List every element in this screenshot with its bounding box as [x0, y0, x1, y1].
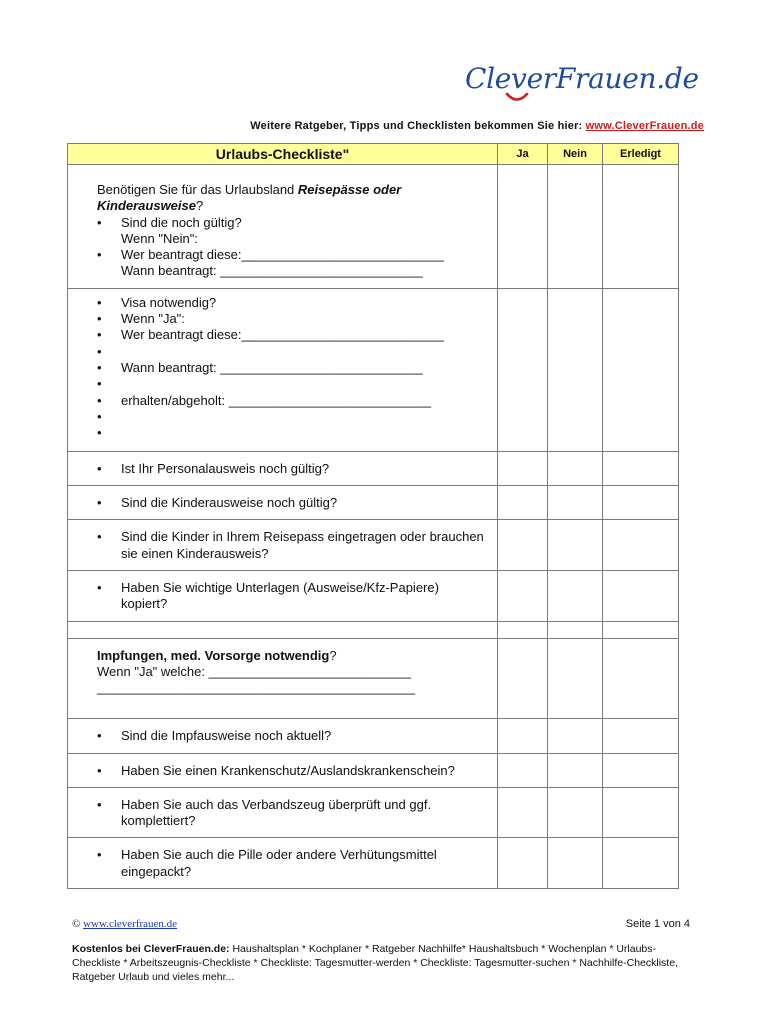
table-row	[68, 718, 679, 753]
checkbox-erledigt[interactable]	[603, 718, 679, 753]
table-row	[68, 753, 679, 787]
checklist-cell	[68, 753, 498, 787]
checkbox-erledigt[interactable]	[603, 838, 679, 889]
checklist-cell	[68, 838, 498, 889]
checkbox-ja[interactable]	[498, 486, 548, 520]
checkbox-erledigt[interactable]	[603, 753, 679, 787]
page-number: Seite 1 von 4	[625, 918, 690, 930]
smile-icon	[505, 92, 529, 104]
table-row	[68, 486, 679, 520]
checkbox-erledigt[interactable]	[603, 570, 679, 621]
reisepass-question	[97, 182, 487, 215]
checkbox-erledigt[interactable]	[603, 787, 679, 838]
impfungen-heading	[97, 648, 487, 664]
list-item-empty	[97, 344, 487, 360]
checkbox-ja[interactable]	[498, 165, 548, 289]
table-row	[68, 570, 679, 621]
checkbox-nein[interactable]	[548, 451, 603, 485]
checkbox-nein[interactable]	[548, 486, 603, 520]
checkbox-ja[interactable]	[498, 451, 548, 485]
header-website-link[interactable]: www.CleverFrauen.de	[585, 120, 704, 132]
checkbox-nein[interactable]	[548, 288, 603, 451]
logo-text: CleverFrauen.de	[465, 62, 699, 95]
urlaubs-checkliste-table	[67, 143, 679, 889]
checklist-cell	[68, 520, 498, 571]
checklist-cell	[68, 787, 498, 838]
checkbox-nein[interactable]	[548, 787, 603, 838]
list-item: • Wenn "Ja":	[97, 311, 487, 327]
list-item: • Wann beantragt: ____________________________	[97, 360, 487, 376]
list-item: • Haben Sie wichtige Unterlagen (Ausweise/Kfz-Papiere) kopiert?	[97, 580, 487, 613]
checkbox-erledigt[interactable]	[603, 621, 679, 638]
list-item: • erhalten/abgeholt: ____________________________	[97, 393, 487, 409]
checklist-cell	[68, 638, 498, 718]
footer-copyright	[72, 918, 177, 930]
table-row	[68, 838, 679, 889]
impfungen-question-mark: ?	[329, 647, 337, 663]
column-header-ja: Ja	[498, 144, 548, 165]
info-line	[0, 120, 704, 132]
column-header-erledigt: Erledigt	[603, 144, 679, 165]
question-text: Benötigen Sie für das Urlaubsland	[97, 182, 298, 197]
impfungen-line: Wenn "Ja" welche: ____________________________	[97, 663, 412, 679]
checklist-cell	[68, 486, 498, 520]
checklist-cell	[68, 621, 498, 638]
table-row	[68, 165, 679, 289]
list-item: • Haben Sie auch die Pille oder andere Verhütungsmittel eingepackt?	[97, 847, 487, 880]
list-item: • Wer beantragt diese:____________________________ Wann beantragt: ____________________________	[97, 247, 487, 280]
footer-note-title: Kostenlos bei CleverFrauen.de:	[72, 943, 230, 955]
checklist-cell	[68, 570, 498, 621]
footer-note-text: Haushaltsplan * Kochplaner * Ratgeber Nachhilfe* Haushaltsbuch * Wochenplan * Urlaubs-Checkliste * Arbeitszeugnis-Checkliste * Checkliste: Tagesmutter-werden * Checkliste: Tagesmutter-suchen * Nachhilfe-Checkliste, Ratgeber Urlaub und vieles mehr...	[72, 943, 678, 983]
checkbox-ja[interactable]	[498, 718, 548, 753]
column-header-nein: Nein	[548, 144, 603, 165]
checkbox-ja[interactable]	[498, 288, 548, 451]
checkbox-ja[interactable]	[498, 520, 548, 571]
checkbox-nein[interactable]	[548, 718, 603, 753]
list-item-empty	[97, 376, 487, 392]
list-item: • Haben Sie auch das Verbandszeug überprüft und ggf. komplettiert?	[97, 797, 487, 830]
checkbox-nein[interactable]	[548, 753, 603, 787]
checkbox-ja[interactable]	[498, 621, 548, 638]
checklist-cell	[68, 165, 498, 289]
checkbox-ja[interactable]	[498, 838, 548, 889]
question-mark: ?	[196, 198, 204, 214]
list-item: • Visa notwendig?	[97, 295, 487, 311]
checkbox-erledigt[interactable]	[603, 451, 679, 485]
checkbox-erledigt[interactable]	[603, 165, 679, 289]
checkbox-ja[interactable]	[498, 638, 548, 718]
list-item: • Sind die Impfausweise noch aktuell?	[97, 728, 487, 744]
question-emphasis: Reisepässe oder Kinderausweise	[97, 182, 402, 214]
checklist-cell	[68, 451, 498, 485]
list-item: • Sind die Kinder in Ihrem Reisepass eingetragen oder brauchen sie einen Kinderausweis?	[97, 529, 487, 562]
info-text: Weitere Ratgeber, Tipps und Checklisten bekommen Sie hier:	[250, 120, 586, 132]
footer-website-link[interactable]: www.cleverfrauen.de	[83, 918, 178, 930]
list-item-empty	[97, 409, 487, 425]
checkbox-nein[interactable]	[548, 638, 603, 718]
checkbox-nein[interactable]	[548, 165, 603, 289]
checkbox-erledigt[interactable]	[603, 638, 679, 718]
checkbox-nein[interactable]	[548, 838, 603, 889]
checklist-title: Urlaubs-Checkliste"	[68, 144, 498, 165]
checkbox-ja[interactable]	[498, 753, 548, 787]
cleverfrauen-logo	[465, 62, 715, 112]
impfungen-title: Impfungen, med. Vorsorge notwendig	[97, 647, 330, 663]
checkbox-erledigt[interactable]	[603, 486, 679, 520]
checkbox-nein[interactable]	[548, 520, 603, 571]
table-row	[68, 451, 679, 485]
footer-note	[72, 942, 697, 984]
checklist-cell	[68, 718, 498, 753]
checkbox-erledigt[interactable]	[603, 288, 679, 451]
checkbox-erledigt[interactable]	[603, 520, 679, 571]
copyright-symbol: ©	[72, 918, 84, 930]
list-item: • Wer beantragt diese:____________________________	[97, 327, 487, 343]
impfungen-blank-line: ____________________________________________	[97, 680, 416, 696]
list-item-empty	[97, 425, 487, 441]
table-row-empty	[68, 621, 679, 638]
table-row	[68, 288, 679, 451]
list-item: • Ist Ihr Personalausweis noch gültig?	[97, 461, 487, 477]
list-item: • Sind die Kinderausweise noch gültig?	[97, 495, 487, 511]
table-row	[68, 787, 679, 838]
checkbox-nein[interactable]	[548, 570, 603, 621]
table-header-row	[68, 144, 679, 165]
checkbox-ja[interactable]	[498, 570, 548, 621]
checkbox-nein[interactable]	[548, 621, 603, 638]
checkbox-ja[interactable]	[498, 787, 548, 838]
list-item: • Haben Sie einen Krankenschutz/Auslandskrankenschein?	[97, 763, 487, 779]
table-row	[68, 520, 679, 571]
checklist-cell	[68, 288, 498, 451]
list-item: • Sind die noch gültig? Wenn "Nein":	[97, 215, 487, 248]
table-row	[68, 638, 679, 718]
